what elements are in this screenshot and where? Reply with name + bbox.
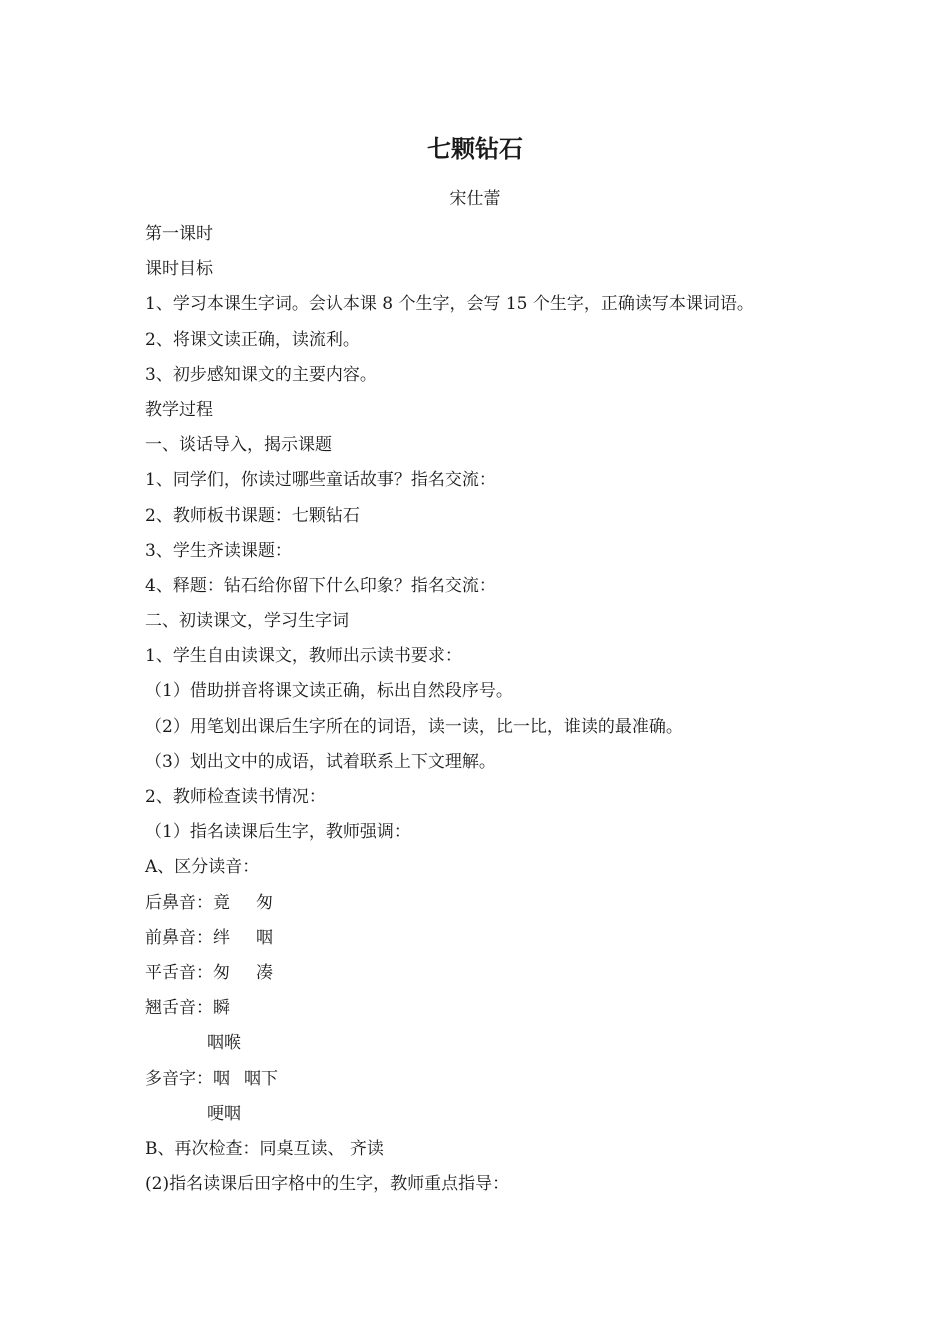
sound-char: 绊 — [213, 927, 230, 948]
paragraph: 一、谈话导入，揭示课题 — [145, 435, 332, 456]
sound-label: 平舌音： — [145, 962, 213, 983]
paragraph: 2、教师板书课题：七颗钻石 — [145, 505, 360, 526]
sound-row — [145, 924, 845, 959]
paragraph: 第一课时 — [145, 224, 213, 244]
sound-label: 前鼻音： — [145, 927, 213, 948]
document-title: 七颗钻石 — [427, 134, 523, 163]
sound-char: 匆 — [213, 962, 230, 983]
paragraph: (2)指名读课后田字格中的生字，教师重点指导： — [145, 1174, 510, 1195]
sound-row — [145, 994, 845, 1029]
paragraph: （1）借助拼音将课文读正确，标出自然段序号。 — [145, 681, 513, 702]
sound-row — [145, 959, 845, 994]
sound-char: 匆 — [256, 892, 273, 913]
polyphone-char: 咽 — [213, 1068, 230, 1089]
paragraph: 1、学习本课生字词。会认本课 8 个生字，会写 15 个生字，正确读写本课词语。 — [145, 294, 754, 315]
paragraph: 教学过程 — [145, 399, 213, 420]
sound-row — [145, 889, 845, 924]
polyphone-word: 咽下 — [244, 1068, 278, 1089]
sound-char: 凑 — [256, 962, 273, 983]
sound-label: 后鼻音： — [145, 892, 213, 913]
document-body — [145, 220, 845, 1205]
paragraph: 2、将课文读正确，读流利。 — [145, 329, 360, 350]
paragraph: （2）用笔划出课后生字所在的词语，读一读，比一比，谁读的最准确。 — [145, 716, 683, 737]
paragraph: A、区分读音： — [145, 857, 260, 878]
document-author: 宋仕蕾 — [449, 189, 501, 209]
paragraph: 3、学生齐读课题： — [145, 540, 292, 561]
paragraph: 二、初读课文，学习生字词 — [145, 611, 349, 632]
indented-word: 哽咽 — [207, 1103, 241, 1124]
sound-char: 瞬 — [213, 998, 230, 1019]
sound-char: 咽 — [256, 927, 273, 948]
polyphone-row — [145, 1065, 845, 1100]
paragraph: B、再次检查：同桌互读、 齐读 — [145, 1138, 384, 1159]
paragraph: 课时目标 — [145, 259, 213, 280]
sound-label: 翘舌音： — [145, 998, 213, 1019]
paragraph: 1、同学们，你读过哪些童话故事？指名交流： — [145, 470, 496, 491]
paragraph: （3）划出文中的成语，试着联系上下文理解。 — [145, 751, 496, 772]
polyphone-label: 多音字： — [145, 1068, 213, 1089]
indented-word: 咽喉 — [207, 1033, 241, 1054]
paragraph: 4、释题：钻石给你留下什么印象？指名交流： — [145, 575, 496, 596]
paragraph: 3、初步感知课文的主要内容。 — [145, 364, 377, 385]
sound-char: 竟 — [213, 892, 230, 913]
paragraph: （1）指名读课后生字，教师强调： — [145, 822, 411, 843]
paragraph: 1、学生自由读课文，教师出示读书要求： — [145, 646, 462, 667]
paragraph: 2、教师检查读书情况： — [145, 787, 326, 807]
